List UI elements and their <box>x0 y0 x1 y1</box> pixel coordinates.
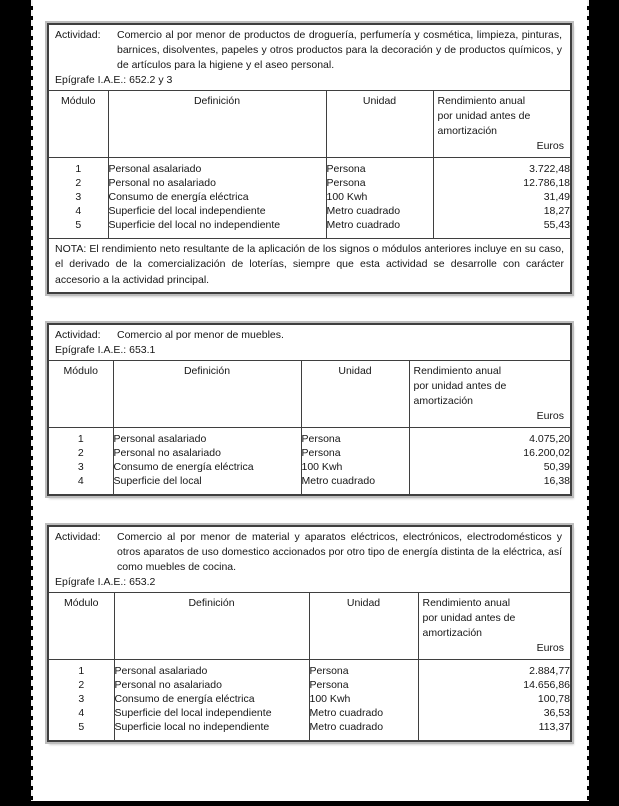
table-row <box>48 460 571 474</box>
amount-cell: 113,37 <box>418 720 571 741</box>
column-header-unidad: Unidad <box>301 360 409 427</box>
module-number-cell: 1 <box>48 427 113 446</box>
module-number-cell: 3 <box>48 692 114 706</box>
activity-section <box>48 324 571 361</box>
module-number-cell: 1 <box>48 158 108 177</box>
definition-cell: Personal asalariado <box>113 427 301 446</box>
activity-text: Comercio al por menor de productos de droguería, perfumería y cosmética, limpieza, pinturas, barnices, disolventes, papeles y otros productos para la decoración y de productos químicos, y de artículos para la higiene y el aseo personal. <box>117 29 562 71</box>
amount-cell: 100,78 <box>418 692 571 706</box>
module-number-cell: 5 <box>48 720 114 741</box>
definition-cell: Personal asalariado <box>114 659 309 678</box>
activity-label: Actividad: <box>55 328 101 341</box>
definition-cell: Superficie local no independiente <box>114 720 309 741</box>
definition-cell: Superficie del local <box>113 474 301 495</box>
table-row <box>48 427 571 446</box>
module-number-cell: 5 <box>48 218 108 239</box>
column-header-euros: Euros <box>536 140 564 152</box>
definition-cell: Consumo de energía eléctrica <box>113 460 301 474</box>
activity-label: Actividad: <box>55 530 101 543</box>
unit-cell: Persona <box>326 176 433 190</box>
module-number-cell: 3 <box>48 190 108 204</box>
scan-edge-bottom <box>0 801 619 806</box>
definition-cell: Consumo de energía eléctrica <box>114 692 309 706</box>
definition-cell: Personal asalariado <box>108 158 326 177</box>
module-table-653-1 <box>47 323 572 496</box>
table-row <box>48 659 571 678</box>
activity-text: Comercio al por menor de muebles. <box>117 328 284 341</box>
nota-text: NOTA: El rendimiento neto resultante de la aplicación de los signos o módulos anteriores incluye en su caso, el derivado de la comercialización de loterías, siempre que esta actividad se desarrolle con carácter accesorio a la actividad principal. <box>48 239 571 293</box>
header-row <box>48 360 571 427</box>
table-row <box>48 692 571 706</box>
amount-cell: 16.200,02 <box>409 446 571 460</box>
unit-cell: Persona <box>301 446 409 460</box>
definition-cell: Personal no asalariado <box>108 176 326 190</box>
column-header-modulo: Módulo <box>48 592 114 659</box>
unit-cell: Metro cuadrado <box>326 204 433 218</box>
amount-cell: 12.786,18 <box>433 176 571 190</box>
definition-cell: Personal no asalariado <box>113 446 301 460</box>
definition-cell: Superficie del local independiente <box>114 706 309 720</box>
module-number-cell: 3 <box>48 460 113 474</box>
unit-cell: Metro cuadrado <box>309 720 418 741</box>
module-number-cell: 2 <box>48 176 108 190</box>
unit-cell: 100 Kwh <box>326 190 433 204</box>
epigrafe-label: Epígrafe I.A.E.: <box>55 343 127 356</box>
activity-row <box>55 530 564 575</box>
unit-cell: Metro cuadrado <box>326 218 433 239</box>
table-row <box>48 176 571 190</box>
column-header-rendimiento <box>433 91 571 158</box>
table-row <box>48 204 571 218</box>
epigrafe-line <box>55 575 564 590</box>
epigrafe-value: 653.2 <box>129 575 156 588</box>
activity-row <box>55 328 564 343</box>
column-header-rendimiento <box>409 360 571 427</box>
table-row <box>48 446 571 460</box>
definition-cell: Superficie del local no independiente <box>108 218 326 239</box>
column-header-rendimiento <box>418 592 571 659</box>
amount-cell: 36,53 <box>418 706 571 720</box>
definition-cell: Personal no asalariado <box>114 678 309 692</box>
column-header-unidad: Unidad <box>309 592 418 659</box>
unit-cell: Metro cuadrado <box>301 474 409 495</box>
module-number-cell: 4 <box>48 706 114 720</box>
amount-cell: 14.656,86 <box>418 678 571 692</box>
scan-edge-right <box>587 0 619 806</box>
module-table-653-2 <box>47 525 572 742</box>
column-header-modulo: Módulo <box>48 91 108 158</box>
column-header-euros: Euros <box>536 409 564 422</box>
unit-cell: Persona <box>309 659 418 678</box>
amount-cell: 31,49 <box>433 190 571 204</box>
module-number-cell: 4 <box>48 474 113 495</box>
module-number-cell: 2 <box>48 446 113 460</box>
scan-edge-left <box>0 0 33 806</box>
amount-cell: 50,39 <box>409 460 571 474</box>
table-row <box>48 158 571 177</box>
page-content <box>33 0 587 801</box>
column-header-definicion: Definición <box>113 360 301 427</box>
unit-cell: Persona <box>301 427 409 446</box>
table-row <box>48 720 571 741</box>
activity-text: Comercio al por menor de material y aparatos eléctricos, electrónicos, electrodomésticos y otros aparatos de uso domestico accionados por otro tipo de energía distinta de la eléctrica, así como muebles de cocina. <box>117 530 562 573</box>
column-header-definicion: Definición <box>108 91 326 158</box>
module-table-652-2-y-3 <box>47 23 572 294</box>
rendimiento-header-text: Rendimiento anual por unidad antes de amortización <box>422 596 516 639</box>
unit-cell: Metro cuadrado <box>309 706 418 720</box>
epigrafe-line <box>55 73 564 88</box>
definition-cell: Consumo de energía eléctrica <box>108 190 326 204</box>
header-row <box>48 592 571 659</box>
epigrafe-label: Epígrafe I.A.E.: <box>55 74 127 86</box>
activity-section <box>48 24 571 91</box>
activity-row <box>55 28 564 73</box>
activity-section <box>48 526 571 593</box>
module-number-cell: 1 <box>48 659 114 678</box>
table-row <box>48 678 571 692</box>
epigrafe-line <box>55 343 564 358</box>
header-row <box>48 91 571 158</box>
definition-cell: Superficie del local independiente <box>108 204 326 218</box>
unit-cell: 100 Kwh <box>309 692 418 706</box>
table-row <box>48 474 571 495</box>
epigrafe-value: 652.2 y 3 <box>129 74 173 86</box>
amount-cell: 16,38 <box>409 474 571 495</box>
amount-cell: 3.722,48 <box>433 158 571 177</box>
epigrafe-label: Epígrafe I.A.E.: <box>55 575 127 588</box>
module-number-cell: 2 <box>48 678 114 692</box>
amount-cell: 4.075,20 <box>409 427 571 446</box>
column-header-definicion: Definición <box>114 592 309 659</box>
unit-cell: Persona <box>309 678 418 692</box>
amount-cell: 55,43 <box>433 218 571 239</box>
column-header-unidad: Unidad <box>326 91 433 158</box>
column-header-euros: Euros <box>536 641 564 654</box>
module-number-cell: 4 <box>48 204 108 218</box>
table-row <box>48 706 571 720</box>
amount-cell: 18,27 <box>433 204 571 218</box>
table-row <box>48 190 571 204</box>
unit-cell: 100 Kwh <box>301 460 409 474</box>
amount-cell: 2.884,77 <box>418 659 571 678</box>
rendimiento-header-text: Rendimiento anual por unidad antes de amortización <box>437 95 531 137</box>
nota-section <box>48 239 571 293</box>
column-header-modulo: Módulo <box>48 360 113 427</box>
unit-cell: Persona <box>326 158 433 177</box>
rendimiento-header-text: Rendimiento anual por unidad antes de amortización <box>413 364 507 407</box>
activity-label: Actividad: <box>55 29 101 41</box>
table-row <box>48 218 571 239</box>
epigrafe-value: 653.1 <box>129 343 156 356</box>
